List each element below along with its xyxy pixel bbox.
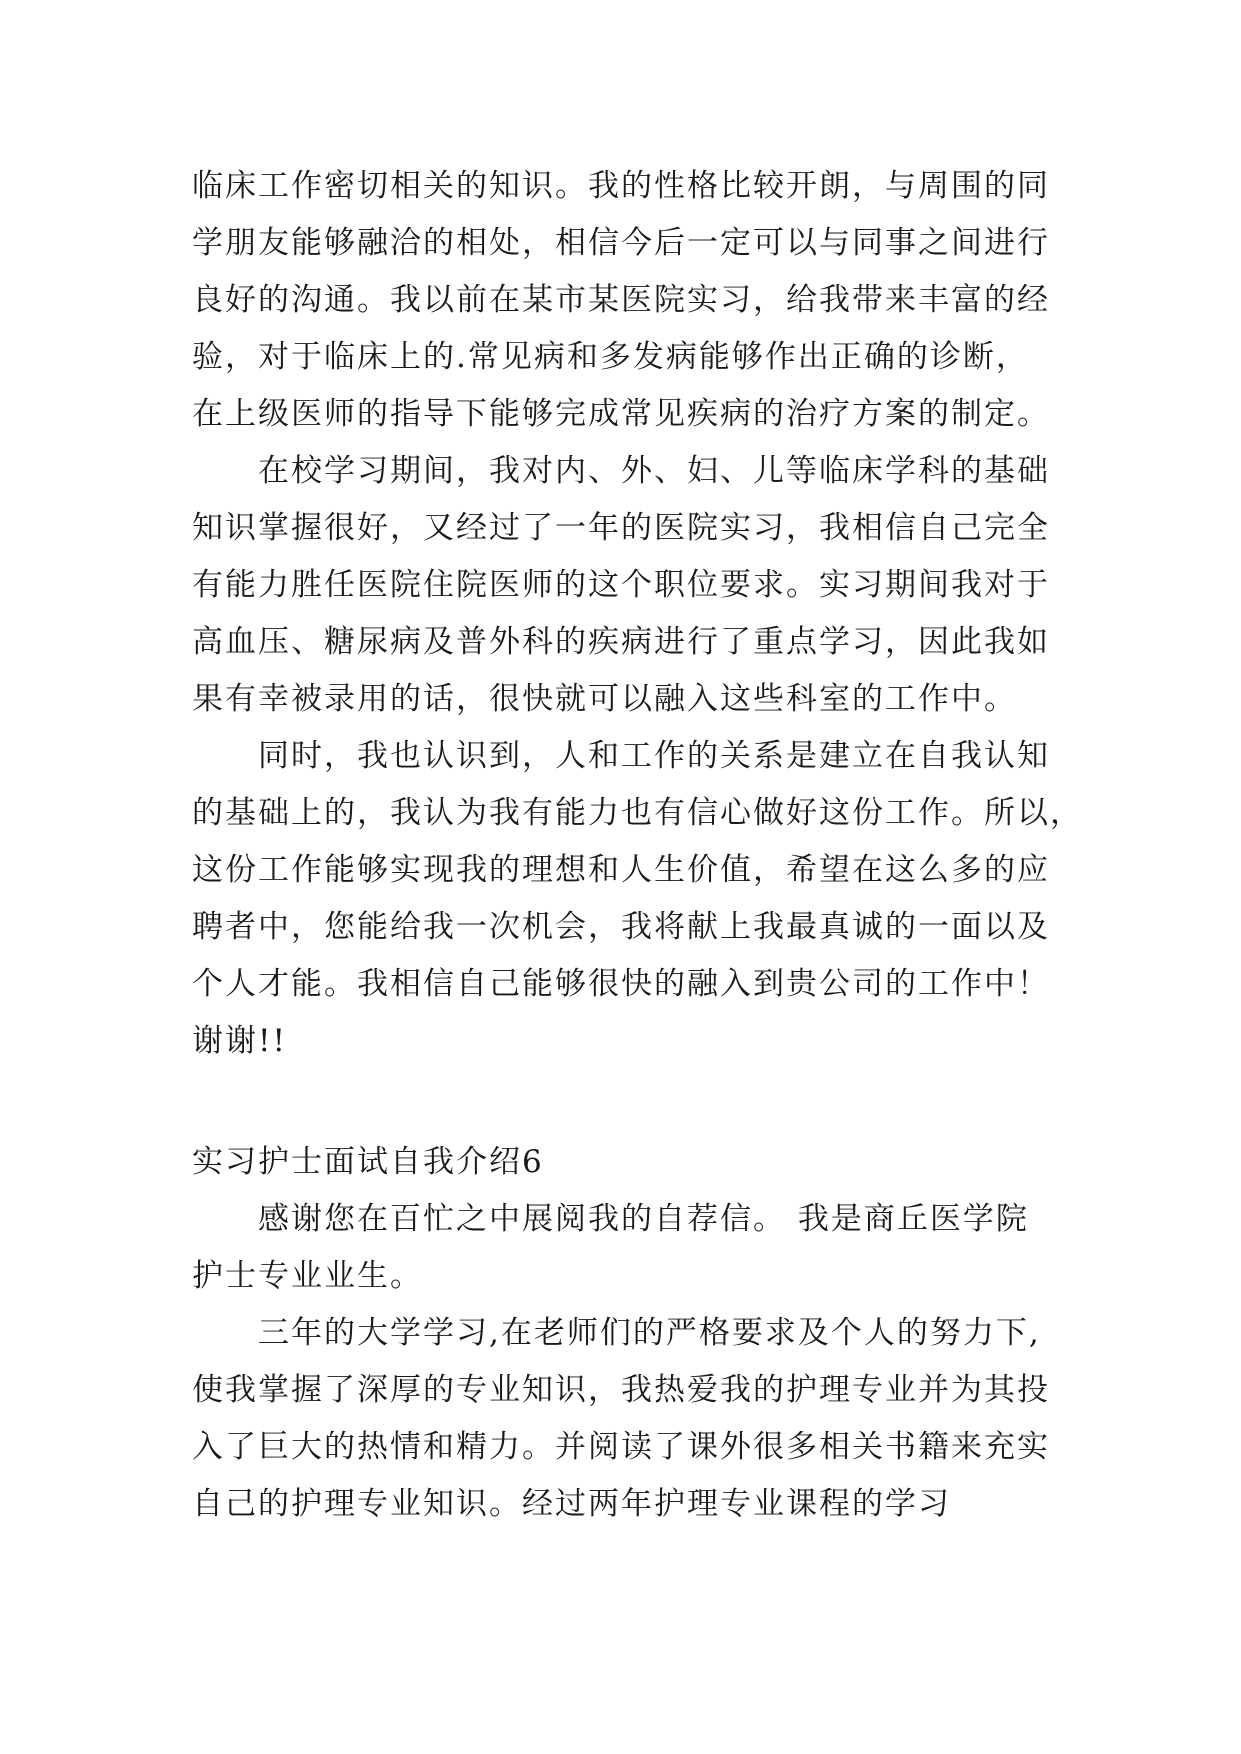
text-line: 聘者中，您能给我一次机会，我将献上我最真诚的一面以及 — [192, 909, 1050, 945]
paragraph-5 — [192, 1305, 1072, 1533]
text-line: 谢谢!! — [192, 1023, 287, 1059]
text-line: 使我掌握了深厚的专业知识，我热爱我的护理专业并为其投 — [192, 1372, 1050, 1408]
paragraph-4 — [192, 1191, 1072, 1305]
text-line: 的基础上的，我认为我有能力也有信心做好这份工作。所以， — [192, 795, 1083, 831]
text-line: 临床工作密切相关的知识。我的性格比较开朗，与周围的同 — [192, 168, 1050, 204]
section-heading: 实习护士面试自我介绍6 — [192, 1144, 544, 1180]
text-line: 知识掌握很好，又经过了一年的医院实习，我相信自己完全 — [192, 510, 1050, 546]
text-line: 高血压、糖尿病及普外科的疾病进行了重点学习，因此我如 — [192, 624, 1050, 660]
text-line: 在上级医师的指导下能够完成常见疾病的治疗方案的制定。 — [192, 396, 1050, 432]
text-line: 三年的大学学习,在老师们的严格要求及个人的努力下, — [258, 1315, 1041, 1351]
text-line: 个人才能。我相信自己能够很快的融入到贵公司的工作中！ — [192, 966, 1050, 1002]
text-line: 同时，我也认识到，人和工作的关系是建立在自我认知 — [258, 738, 1050, 774]
section-spacer — [192, 1070, 1072, 1134]
paragraph-3 — [192, 728, 1083, 1070]
paragraph-1 — [192, 158, 1072, 443]
text-line: 学朋友能够融洽的相处，相信今后一定可以与同事之间进行 — [192, 225, 1050, 261]
text-line: 良好的沟通。我以前在某市某医院实习，给我带来丰富的经 — [192, 282, 1050, 318]
document-body — [192, 158, 1083, 1533]
paragraph-2 — [192, 443, 1072, 728]
text-line: 入了巨大的热情和精力。并阅读了课外很多相关书籍来充实 — [192, 1429, 1050, 1465]
text-line: 自己的护理专业知识。经过两年护理专业课程的学习 — [192, 1486, 951, 1522]
text-line: 在校学习期间，我对内、外、妇、儿等临床学科的基础 — [258, 453, 1050, 489]
text-line: 验，对于临床上的.常见病和多发病能够作出正确的诊断， — [192, 339, 1029, 375]
text-line: 护士专业业生。 — [192, 1258, 423, 1294]
text-line: 果有幸被录用的话，很快就可以融入这些科室的工作中。 — [192, 681, 1017, 717]
text-line: 感谢您在百忙之中展阅我的自荐信。 我是商丘医学院 — [258, 1201, 1029, 1237]
text-line: 有能力胜任医院住院医师的这个职位要求。实习期间我对于 — [192, 567, 1050, 603]
text-line: 这份工作能够实现我的理想和人生价值，希望在这么多的应 — [192, 852, 1050, 888]
